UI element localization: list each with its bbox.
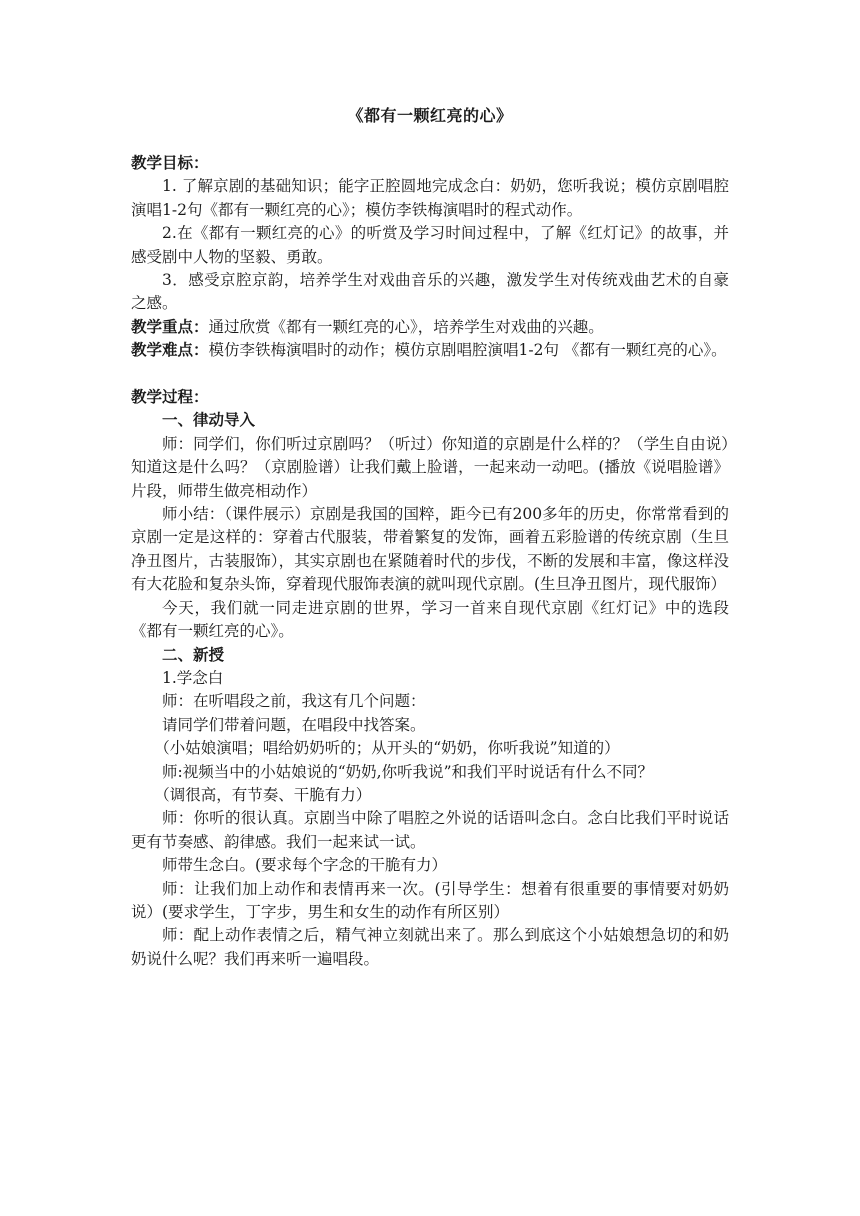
goal-item-2: 2.在《都有一颗红亮的心》的听赏及学习时间过程中，了解《红灯记》的故事，并感受剧中人物的坚毅、勇敢。 [131,224,729,266]
dialogue-line-8: 师：让我们加上动作和表情再来一次。(引导学生：想着有很重要的事情要对奶奶说）(要求学生，丁字步，男生和女生的动作有所区别） [131,879,729,921]
dialogue-line-4: 师:视频当中的小姑娘说的“奶奶,你听我说”和我们平时说话有什么不同？ [162,762,653,781]
key-point-paragraph [131,316,729,339]
dialogue-line-7: 师带生念白。(要求每个字念的干脆有力） [162,856,448,875]
paragraph-1: 师：同学们，你们听过京剧吗？（听过）你知道的京剧是什么样的？（学生自由说）知道这是什么吗？（京剧脸谱）让我们戴上脸谱，一起来动一动吧。(播放《说唱脸谱》片段，师带生做亮相动作） [131,434,729,500]
document-body [131,152,729,971]
key-point-label: 教学重点： [131,317,209,336]
section-heading-2: 二、新授 [162,645,225,664]
blank-line [131,363,729,386]
goal-item-1: 1. 了解京剧的基础知识；能字正腔圆地完成念白：奶奶，您听我说；模仿京剧唱腔演唱1-2句《都有一颗红亮的心》；模仿李铁梅演唱时的程式动作。 [131,177,729,219]
dialogue-line-5: （调很高，有节奏、干脆有力） [154,785,372,804]
dialogue-line-6: 师：你听的很认真。京剧当中除了唱腔之外说的话语叫念白。念白比我们平时说话更有节奏感、韵律感。我们一起来试一试。 [131,809,729,851]
goals-heading: 教学目标： [131,154,209,172]
document-title: 《都有一颗红亮的心》 [347,106,513,125]
dialogue-line-1: 师：在听唱段之前，我这有几个问题： [162,692,426,711]
paragraph-2: 师小结：（课件展示）京剧是我国的国粹，距今已有200多年的历史，你常常看到的京剧一定是这样的：穿着古代服装，带着繁复的发饰，画着五彩脸谱的传统京剧（生旦净丑图片，古装服饰），其实京剧也在紧随着时代的步伐，不断的发展和丰富，像这样没有大花脸和复杂头饰，穿着现代服饰表演的就叫现代京剧。(生旦净丑图片，现代服饰） [131,505,729,594]
difficulty-paragraph [131,339,729,362]
difficulty-label: 教学难点： [131,341,209,360]
key-point-text: 通过欣赏《都有一颗红亮的心》，培养学生对戏曲的兴趣。 [208,317,604,336]
process-heading: 教学过程： [131,388,209,407]
difficulty-text: 模仿李铁梅演唱时的动作；模仿京剧唱腔演唱1-2句 《都有一颗红亮的心》。 [208,341,727,360]
paragraph-3: 今天，我们就一同走进京剧的世界，学习一首来自现代京剧《红灯记》中的选段《都有一颗红亮的心》。 [131,598,729,641]
section-heading-1: 一、律动导入 [162,411,256,430]
dialogue-line-3: （小姑娘演唱；唱给奶奶听的；从开头的“奶奶，你听我说”知道的） [154,739,620,758]
goal-item-3: 3．感受京腔京韵，培养学生对戏曲音乐的兴趣，激发学生对传统戏曲艺术的自豪之感。 [131,271,729,313]
dialogue-line-9: 师：配上动作表情之后，精气神立刻就出来了。那么到底这个小姑娘想急切的和奶奶说什么呢？我们再来听一遍唱段。 [131,926,729,968]
subsection-heading-1: 1.学念白 [162,668,224,687]
dialogue-line-2: 请同学们带着问题，在唱段中找答案。 [162,715,426,734]
